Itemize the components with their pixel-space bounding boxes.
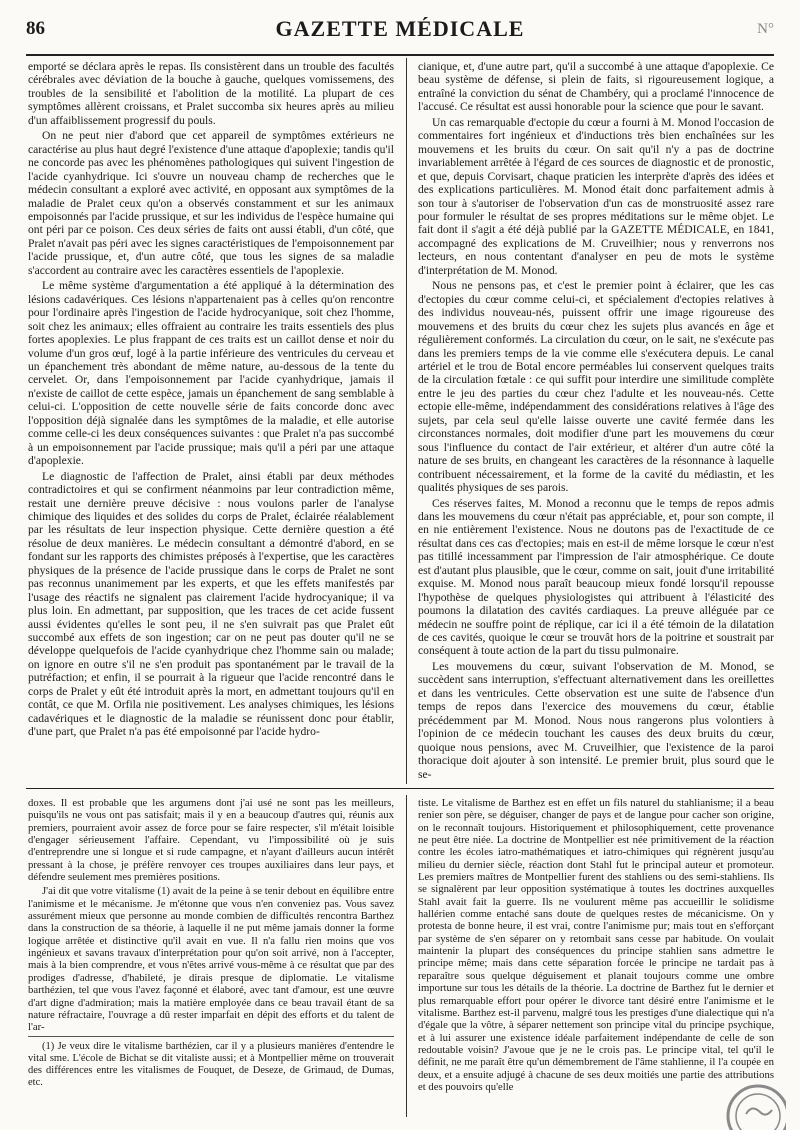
upper-right-column xyxy=(418,60,774,782)
paragraph: Les mouvemens du cœur, suivant l'observation de M. Monod, se succèdent sans interruption, s'effectuant alternativement dans les oreillettes et dans les ventricules. Cette observation est une suite de l'absence d'un temps de repos dans l'exercice des mouvemens du cœur, établie précédemment par M. Monod. Nous nous rangerons plus volontiers à l'opinion de ce médecin touchant les causes des deux bruits du cœur, quoique nous pensions, avec M. Cruveilhier, que l'existence de la paroi thoracique doit ajouter à son intensité. Le premier bruit, plus sourd que le se- xyxy=(418,659,774,781)
paragraph: Ces réserves faites, M. Monod a reconnu que le temps de repos admis dans les mouvemens du cœur n'était pas appréciable, et, pour son compte, il en nie entièrement l'existence. Nous ne doutons pas de l'exactitude de ce résultat dans ces cas d'ectopies; mais en est-il de même lorsque le cœur n'est pas titillé incessamment par l'impression de l'air atmosphérique. Ce doute est d'autant plus plausible, que le cœur, comme on sait, jouit d'une irritabilité exquise. M. Monod nous paraît beaucoup mieux fondé lorsqu'il repousse l'hypothèse de quelques physiologistes qui attribuent à l'élasticité des poumons la dilatation des cavités cardiaques. La preuve alléguée par ce médecin ne souffre point de réplique, car ici il a été témoin de la dilatation de ces cavités, quoique le cœur se trouvât hors de la poitrine et soustrait par conséquent à toute action de la part du tissu pulmonaire. xyxy=(418,496,774,658)
footnote: (1) Je veux dire le vitalisme barthézien, car il y a plusieurs manières d'entendre le vital sme. L'école de Bichat se dit vitaliste aussi; et à Montpellier même on trouverait des différences entre les vitalismes de Fouquet, de Deseze, de Grimaud, de Dumas, etc. xyxy=(28,1036,394,1089)
feuilleton-rule xyxy=(26,788,774,789)
paragraph: J'ai dit que votre vitalisme (1) avait de la peine à se tenir debout en équilibre entre l'animisme et le mécanisme. Je m'étonne que vous n'en conveniez pas. Vous savez assurément mieux que personne au monde combien de difficultés rencontra Barthez dans la construction de sa théorie, à laquelle il ne put même jamais donner la forme logique arrêtée et distinctive qu'il avait en vue. Il n'a fallu rien moins que vos ingénieux et savans travaux d'interprétation pour qu'on soit arrivé, non à l'accepter, mais à la bien comprendre, et vous n'êtes arrivé vous-même à ce résultat que par des prodiges d'adresse, d'habileté, je dirais presque de diplomatie. Le vitalisme barthézien, tel que vous l'avez façonné et élaboré, avec tant d'amour, est une œuvre d'art digne d'admiration; mais la matière employée dans ce beau travail étant de sa nature réfractaire, l'ouvrage a dû rester imparfait en dépit des efforts et du talent de l'ar- xyxy=(28,885,394,1034)
lower-left-column xyxy=(28,797,394,1117)
paragraph: Le diagnostic de l'affection de Pralet, ainsi établi par deux méthodes contradictoires et qui se confirment néanmoins par leur contradiction même, restait une dernière preuve décisive : nous voulons parler de l'analyse chimique des liquides et des solides du corps de Pralet, éclairée réalablement par les résultats de leur inspection physique. Cette dernière question a été résolue de deux manières. Le médecin consultant a démontré d'abord, en se fondant sur les rapports des chimistes préposés à l'expertise, que les caractères physiques de la présence de l'acide prussique dans le corps de Pralet ne sont pas reconnus unanimement par les experts, et que les effets manifestés par l'usage des réactifs ne signalent pas clairement l'acide hydrocyanique; il va plus loin. En admettant, par supposition, que les traces de cet acide fussent aussi évidentes qu'elles le sont peu, il ne s'en suivrait pas que Pralet eût succombé aux effets de son ingestion; car on ne peut pas douter qu'il ne se développe quelquefois de l'acide cyanhydrique chez l'homme sain ou malade; on ignore en outre s'il ne s'en produit pas spontanément par le travail de la putréfaction; et enfin, il se pourrait à la rigueur que l'acide rencontré dans le corps de Pralet y eût été introduit après la mort, en admettant toujours qu'il en contât, ce que M. Orfila nie positivement. Les analyses chimiques, les lésions cadavériques et le diagnostic de la maladie se réunissent donc pour établir, d'une part, que Pralet n'a pas été empoisonné par l'acide hydro- xyxy=(28,469,394,739)
page-header xyxy=(26,14,774,44)
lower-column-divider xyxy=(406,795,407,1117)
paragraph: tiste. Le vitalisme de Barthez est en effet un fils naturel du stahlianisme; il a beau renier son père, se déguiser, changer de pays et de langue pour cacher son origine, on le reconnaît toujours. Historiquement et philosophiquement, cette provenance ne peut être niée. La doctrine de Montpellier est née primitivement de la réaction contre les écoles iatro-mathématiques et iatro-chimiques qui régnèrent jusqu'au milieu du dernier siècle, réaction dont Stahl fut le principal auteur et promoteur. Les premiers maîtres de Montpellier furent des stahliens ou des semi-stahliens. Ils se signalèrent par leur opposition systématique à toutes les doctrines auxquelles Stahl avait fait la guerre. Ils ne voulurent même pas accueillir le solidisme hallérien comme entaché sans doute de quelques restes de mécanicisme. On y protesta de bonne heure, il est vrai, contre l'animisme pur; mais tout en s'efforçant par système de s'en séparer on y retombait sans cesse par habitude. On voulait maintenir la plupart des conséquences du principe stahlien sans admettre le principe même; mais dans cette séparation forcée le principe ne tardait pas à reparaître sous quelque déguisement et planait toujours comme une ombre importune sur tous les détails de la théorie. La doctrine de Barthez fut le dernier et plus remarquable effort pour opérer le divorce tant désiré entre l'animisme et le vitalisme. Barthez est-il parvenu, malgré tous les prestiges d'une dialectique qui n'a d'égale que la vôtre, à séparer nettement son principe vital du principe psychique, et à lui assurer une existence idéale parfaitement indépendante de celle de son redoutable voisin? J'avoue que je ne le crois pas. Le principe vital, tel qu'il le définit, ne me paraît être qu'un démembrement de l'âme stahlienne, il l'a coupée en deux, et a ensuite adjugé à chacune de ses deux moitiés une partie des attributions et des pouvoirs qu'elle xyxy=(418,797,774,1093)
journal-title: GAZETTE MÉDICALE xyxy=(275,16,525,41)
paragraph: Le même système d'argumentation a été appliqué à la détermination des lésions cadavériques. Ces lésions n'appartenaient pas à celles qu'on rencontre pour l'ordinaire après l'ingestion de l'acide hydrocyanique, soit chez l'homme, soit chez les animaux; elles offraient au contraire les traits essentiels des plus fortes apoplexies. Le plus frappant de ces traits est un caillot dense et noir du volume d'un gros œuf, logé à la partie inférieure des ventricules du cerveau et un épanchement très abondant de même nature, au-dessous de la tente du cervelet. Or, dans l'empoisonnement par l'acide cyanhydrique, jamais il n'existe de caillot de cette espèce, jamais un épanchement de sang semblable à celui-ci. L'opposition de cette nouvelle série de faits concorde donc avec l'opposition déjà signalée dans les symptômes de la maladie, et elle autorise comme celle-ci les deux conséquences suivantes : que Pralet n'a pas succombé à un empoisonnement par l'acide prussique; mais qu'il a péri par une attaque d'apoplexie. xyxy=(28,279,394,468)
paragraph: On ne peut nier d'abord que cet appareil de symptômes extérieurs ne caractérise au plus haut degré l'existence d'une attaque d'apoplexie; tandis qu'il ne concorde pas avec les phénomènes pathologiques qui suivent l'ingestion de l'acide cyanhydrique. Ici s'ouvre un nouveau champ de recherches que le médecin consultant a exploré avec activité, en opposant aux symptômes de la maladie de Pralet ceux qu'on a observés constamment et sur les animaux empoisonnés par l'acide prussique, et sur les individus de l'espèce humaine qui ont péri par ce poison. Ces deux séries de faits ont aussi établi, d'un côté, que Pralet n'avait pas péri avec les signes caractéristiques de l'empoisonnement par l'acide prussique, et, d'un autre côté, que tous les signes de sa maladie s'accordent au contraire avec les caractères essentiels de l'apoplexie. xyxy=(28,129,394,277)
header-rule xyxy=(26,54,774,56)
page-number: 86 xyxy=(26,18,45,39)
issue-number: N° xyxy=(757,20,774,37)
paragraph: emporté se déclara après le repas. Ils consistèrent dans un trouble des facultés cérébrales avec déviation de la bouche à gauche, quelques vomissemens, des troubles de la sensibilité et l'abolition de la motilité. La plupart de ces symptômes allèrent croissans, et Pralet succomba six heures après au milieu d'un affaiblissement progressif du pouls. xyxy=(28,60,394,127)
lower-right-column xyxy=(418,797,774,1117)
upper-column-divider xyxy=(406,58,407,784)
paragraph: cianique, et, d'une autre part, qu'il a succombé à une attaque d'apoplexie. Ce beau système de défense, si plein de faits, si rigoureusement logique, a entraîné la conviction du sénat de Chambéry, qui a proclamé l'innocence de l'accusé. Ce résultat est aussi honorable pour la science que pour le savant. xyxy=(418,60,774,114)
paragraph: Un cas remarquable d'ectopie du cœur a fourni à M. Monod l'occasion de commentaires fort ingénieux et d'inductions très bien enchaînées sur les mouvemens et les bruits du cœur. On sait qu'il n'y a pas de doctrine invariablement arrêtée à l'égard de ces sources de diagnostic et de pronostic, et que, depuis Corvisart, chaque praticien les interprète d'après des idées et des explications particulières. M. Monod était donc parfaitement admis à son tour à s'autoriser de l'observation d'un cas de monstruosité assez rare pour formuler le résultat de ses propres méditations sur le même objet. Le fait dont il s'agit a été déjà publié par la GAZETTE MÉDICALE, en 1841, accompagné des explications de M. Cruveilhier; nous y renverrons nos lecteurs, en nous contentant d'analyser en peu de mots le système d'interprétation de M. Monod. xyxy=(418,115,774,277)
paragraph: Nous ne pensons pas, et c'est le premier point à éclairer, que les cas d'ectopies du cœur comme celui-ci, et spécialement d'ectopies relatives à des individus nouveau-nés, puissent offrir une image rigoureuse des mouvemens et des bruits du cœur chez les sujets plus avancés en âge et régulièrement conformés. La circulation du cœur, on le sait, ne s'exécute pas dans les premiers temps de la vie comme elle s'exécutera depuis. Le canal artériel et le trou de Botal encore perméables lui conservent quelques traits de la circulation fœtale : ce qui suffit pour interdire une similitude complète entre le jeu des parties du cœur chez l'adulte et les nouveau-nés. Cette ectopie elle-même, indépendamment des considérations relatives à l'âge des sujets, par cela seul qu'elle laisse ouverte une cavité fermée dans les circonstances normales, doit modifier d'une part les mouvemens du cœur sous l'influence du contact de l'air extérieur, et altérer d'un autre côté la nature de ses bruits, en changeant les caractères de la résonnance à laquelle contribuent nécessairement, et la forme de la cavité du médiastin, et les qualités physiques de ses parois. xyxy=(418,279,774,495)
paragraph: doxes. Il est probable que les argumens dont j'ai usé ne sont pas les meilleurs, puisqu'ils ne vous ont pas satisfait; mais il y en a beaucoup d'autres qui, réunis aux premiers, pourraient avoir assez de force pour se faire respecter, s'il m'était loisible d'engager sérieusement l'affaire. Cependant, vu l'impossibilité où je suis d'entreprendre une si longue et si rude campagne, et n'ayant d'ailleurs aucun intérêt pressant à la chose, je préfère renvoyer ces troupes auxiliaires dans leur pays, et défendre seulement mes premières positions. xyxy=(28,797,394,884)
library-stamp-icon xyxy=(716,1074,786,1130)
upper-left-column xyxy=(28,60,394,782)
